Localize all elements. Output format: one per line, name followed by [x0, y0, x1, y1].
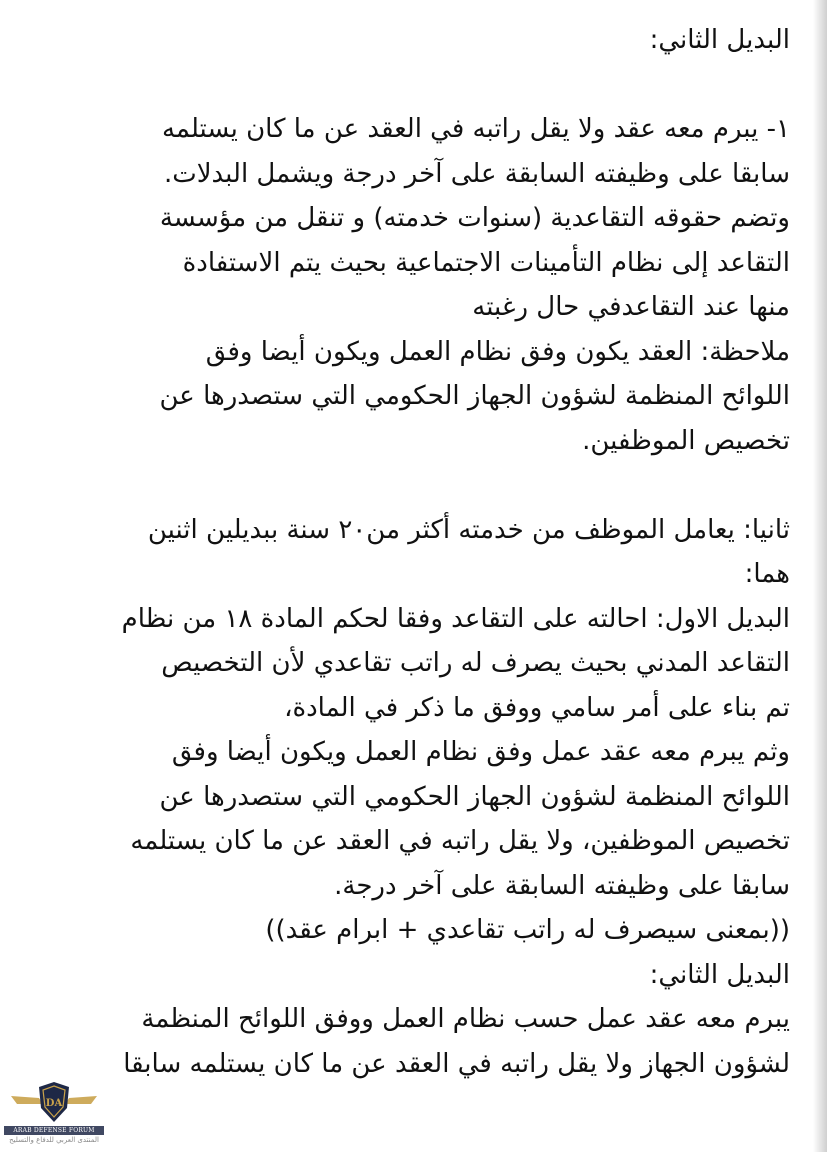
text-line: منها عند التقاعدفي حال رغبته [472, 292, 790, 322]
shield-wings-icon [9, 1078, 99, 1128]
text-line: اللوائح المنظمة لشؤون الجهاز الحكومي التي ستصدرها عن [159, 781, 790, 812]
heading-second-alternative-2: البديل الثاني: [649, 959, 790, 990]
text-line: التقاعد المدني بحيث يصرف له راتب تقاعدي لأن التخصيص [161, 648, 790, 678]
text-line: وتضم حقوقه التقاعدية (سنوات خدمته) و تنقل من مؤسسة [159, 203, 790, 233]
text-line: هما: [744, 559, 790, 589]
section-second-line: ثانيا: يعامل الموظف من خدمته أكثر من٢٠ سنة ببديلين اثنين [147, 514, 790, 545]
text-line: اللوائح المنظمة لشؤون الجهاز الحكومي التي ستصدرها عن [159, 381, 790, 411]
text-line: وثم يبرم معه عقد عمل وفق نظام العمل ويكون أيضا وفق [171, 737, 790, 767]
text-line: التقاعد إلى نظام التأمينات الاجتماعية بحيث يتم الاستفادة [182, 247, 790, 278]
text-line: ١- يبرم معه عقد ولا يقل راتبه في العقد عن ما كان يستلمه [161, 114, 790, 144]
blank-line [62, 463, 790, 508]
text-line: سابقا على وظيفته السابقة على آخر درجة. [334, 870, 790, 901]
note-line: ملاحظة: العقد يكون وفق نظام العمل ويكون أيضا وفق [205, 336, 790, 367]
arabic-text-body [62, 18, 790, 1086]
svg-text:DA: DA [45, 1098, 63, 1109]
text-line: سابقا على وظيفته السابقة على آخر درجة ويشمل البدلات. [163, 158, 790, 189]
heading-first-alternative: البديل الاول: احالته على التقاعد وفقا لحكم المادة ١٨ من نظام [121, 603, 790, 634]
watermark-english-text: ARAB DEFENSE FORUM [4, 1126, 104, 1135]
text-line: يبرم معه عقد عمل حسب نظام العمل ووفق اللوائح المنظمة [141, 1004, 790, 1034]
text-line: تخصيص الموظفين. [582, 425, 790, 456]
page-edge-shadow [813, 0, 827, 1152]
text-line: تخصيص الموظفين، ولا يقل راتبه في العقد عن ما كان يستلمه [130, 826, 790, 856]
forum-watermark-logo [4, 1078, 104, 1150]
text-line: تم بناء على أمر سامي ووفق ما ذكر في المادة، [284, 692, 790, 723]
text-line: لشؤون الجهاز ولا يقل راتبه في العقد عن ما كان يستلمه سابقا [123, 1048, 790, 1079]
watermark-arabic-text: المنتدى العربي للدفاع والتسليح [9, 1136, 99, 1144]
summary-line: ((بمعنى سيصرف له راتب تقاعدي + ابرام عقد)) [265, 915, 790, 945]
blank-line [62, 63, 790, 108]
heading-second-alternative: البديل الثاني: [649, 25, 790, 55]
